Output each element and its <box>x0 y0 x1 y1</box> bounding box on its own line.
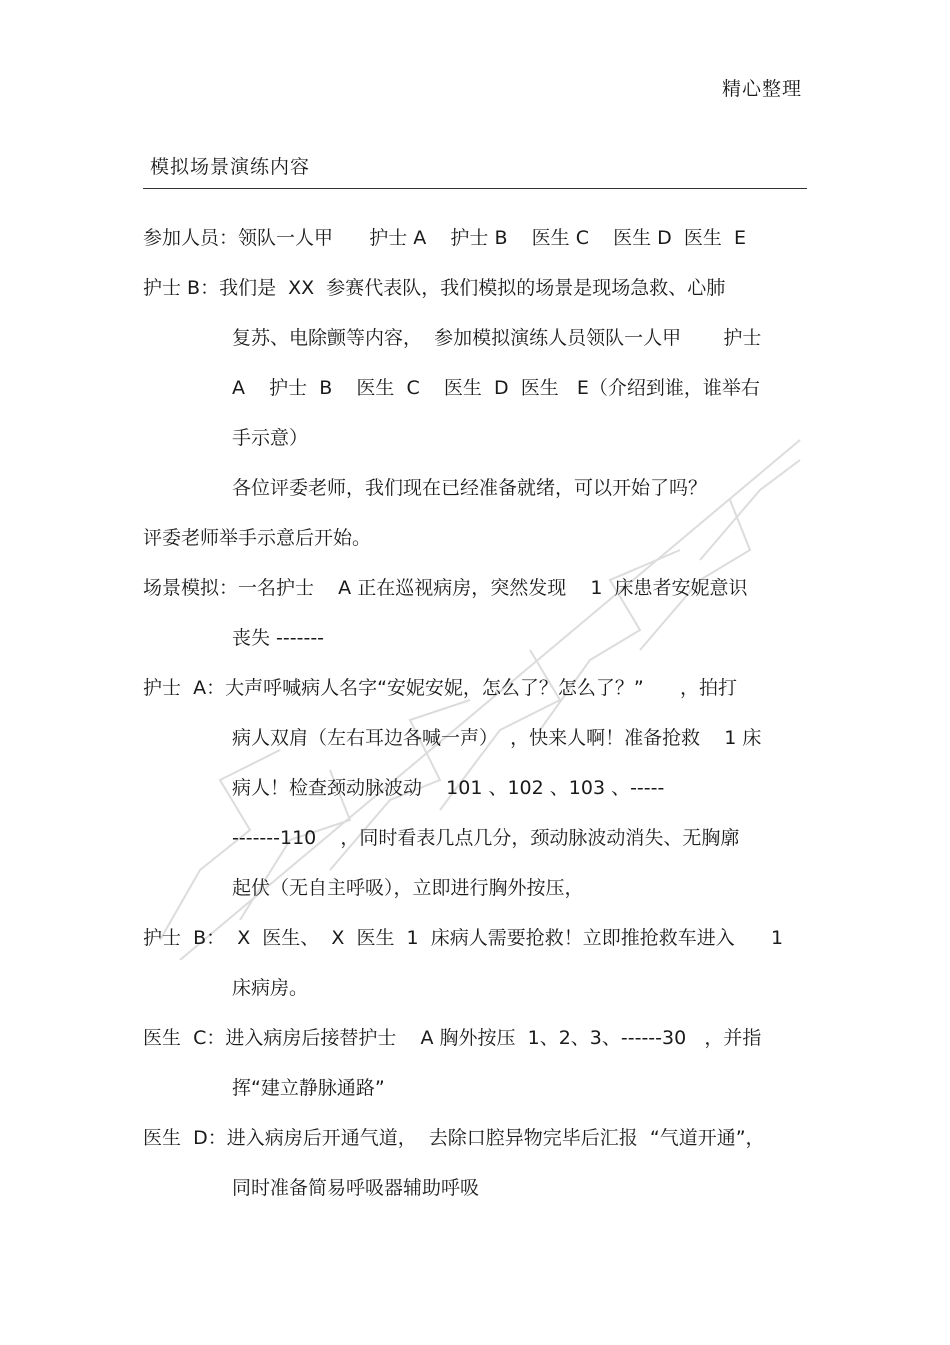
text-line: 复苏、电除颤等内容， 参加模拟演练人员领队一人甲 护士 <box>232 327 762 349</box>
text-line: 各位评委老师，我们现在已经准备就绪，可以开始了吗？ <box>232 477 708 499</box>
text-line: 医生 C：进入病房后接替护士 A 胸外按压 1、2、3、------30 ，并指 <box>143 1027 762 1049</box>
document-title: 模拟场景演练内容 <box>150 156 311 178</box>
text-line: A 护士 B 医生 C 医生 D 医生 E（介绍到谁，谁举右 <box>232 377 760 399</box>
text-line: 医生 D：进入病房后开通气道， 去除口腔异物完毕后汇报 “气道开通”， <box>143 1127 765 1149</box>
text-line: 床病房。 <box>232 977 309 999</box>
text-line: 起伏（无自主呼吸），立即进行胸外按压， <box>232 877 584 899</box>
text-line: 护士 B： X 医生、 X 医生 1 床病人需要抢救！立即推抢救车进入 1 <box>143 927 784 949</box>
text-line: -------110 ，同时看表几点几分，颈动脉波动消失、无胸廓 <box>232 827 740 849</box>
text-line: 护士 B：我们是 XX 参赛代表队，我们模拟的场景是现场急救、心肺 <box>143 277 726 299</box>
text-line: 病人！检查颈动脉波动 101 、102 、103 、----- <box>232 777 665 799</box>
text-line: 丧失 ------- <box>232 627 325 649</box>
text-line: 护士 A：大声呼喊病人名字“安妮安妮，怎么了？怎么了？” ，拍打 <box>143 677 738 699</box>
text-line: 挥“建立静脉通路” <box>232 1077 385 1099</box>
text-line: 评委老师举手示意后开始。 <box>143 527 372 549</box>
header-label: 精心整理 <box>721 78 802 100</box>
text-line: 场景模拟：一名护士 A 正在巡视病房，突然发现 1 床患者安妮意识 <box>143 577 748 599</box>
text-line: 参加人员：领队一人甲 护士 A 护士 B 医生 C 医生 D 医生 E <box>143 227 746 249</box>
text-line: 手示意） <box>232 427 309 449</box>
text-line: 病人双肩（左右耳边各喊一声） ，快来人啊！准备抢救 1 床 <box>232 727 762 749</box>
title-divider <box>143 188 807 189</box>
text-line: 同时准备简易呼吸器辅助呼吸 <box>232 1177 480 1199</box>
